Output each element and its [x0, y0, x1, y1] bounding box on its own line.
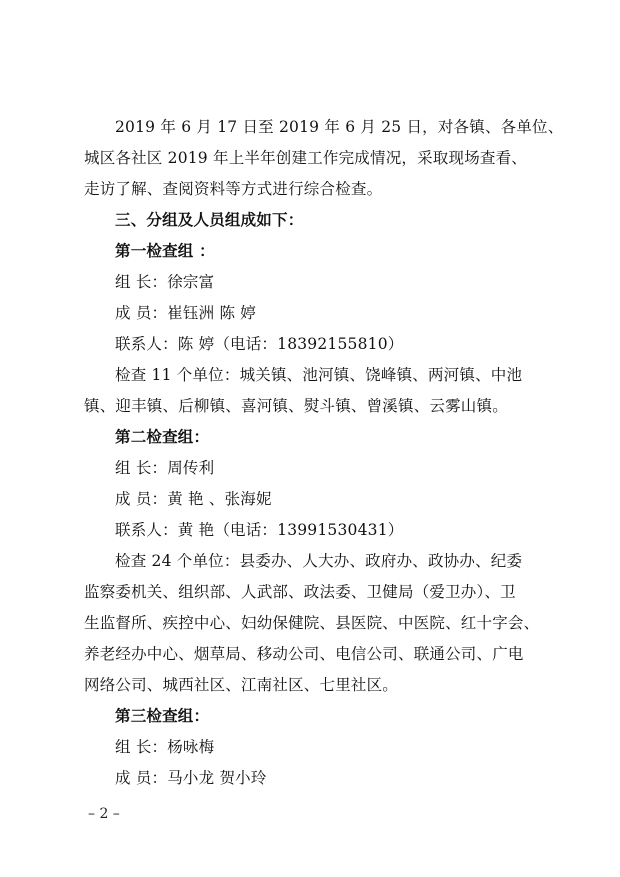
group2-check-line-3: 生监督所、疾控中心、妇幼保健院、县医院、中医院、红十字会、 — [84, 614, 540, 632]
document-body — [84, 112, 564, 794]
group2-leader: 组 长：周传利 — [115, 459, 215, 477]
group2-contact: 联系人：黄 艳（电话：13991530431） — [115, 521, 404, 539]
group2-check-line-2: 监察委机关、组织部、人武部、政法委、卫健局（爱卫办）、卫 — [84, 583, 516, 601]
group1-check-line-2: 镇、迎丰镇、后柳镇、喜河镇、熨斗镇、曾溪镇、云雾山镇。 — [84, 397, 508, 415]
group1-check-line-1: 检查 11 个单位：城关镇、池河镇、饶峰镇、两河镇、中池 — [115, 366, 523, 384]
intro-paragraph-line-2: 城区各社区 2019 年上半年创建工作完成情况，采取现场查看、 — [84, 149, 528, 167]
group2-check-line-1: 检查 24 个单位：县委办、人大办、政府办、政协办、纪委 — [115, 552, 523, 570]
group1-title: 第一检查组 ： — [115, 242, 215, 260]
group3-members: 成 员：马小龙 贺小玲 — [115, 769, 267, 787]
intro-paragraph-line-1: 2019 年 6 月 17 日至 2019 年 6 月 25 日，对各镇、各单位、 — [115, 118, 564, 136]
group1-leader: 组 长：徐宗富 — [115, 273, 215, 291]
page-number: – 2 – — [88, 806, 120, 822]
group2-check-line-4: 养老经办中心、烟草局、移动公司、电信公司、联通公司、广电 — [84, 645, 524, 663]
group2-check-line-5: 网络公司、城西社区、江南社区、七里社区。 — [84, 676, 399, 694]
intro-paragraph-line-3: 走访了解、查阅资料等方式进行综合检查。 — [84, 180, 383, 198]
section-heading: 三、分组及人员组成如下： — [115, 211, 304, 229]
group1-contact: 联系人：陈 婷（电话：18392155810） — [115, 335, 404, 353]
group2-members: 成 员：黄 艳 、张海妮 — [115, 490, 272, 508]
group3-leader: 组 长：杨咏梅 — [115, 738, 215, 756]
group2-title: 第二检查组： — [115, 428, 210, 446]
group1-members: 成 员：崔钰洲 陈 婷 — [115, 304, 256, 322]
group3-title: 第三检查组： — [115, 707, 210, 725]
